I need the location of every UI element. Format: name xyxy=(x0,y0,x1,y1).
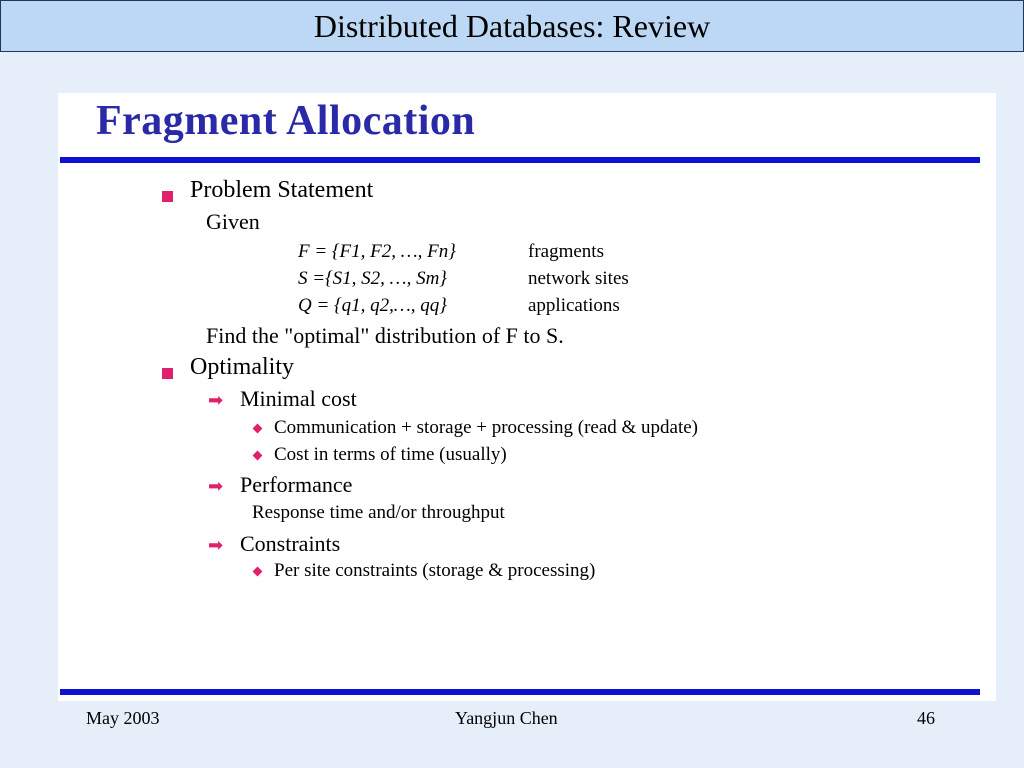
constraint-item: Per site constraints (storage & processing) xyxy=(274,560,596,581)
arrow-bullet-icon: ➡ xyxy=(208,390,224,410)
diamond-bullet-icon xyxy=(253,567,263,577)
arrow-bullet-icon: ➡ xyxy=(208,535,224,555)
slide-content xyxy=(58,93,996,701)
problem-heading: Problem Statement xyxy=(190,177,374,203)
header-bar xyxy=(0,0,1024,52)
performance-desc: Response time and/or throughput xyxy=(252,502,505,523)
optimality-heading: Optimality xyxy=(190,354,294,380)
square-bullet-icon xyxy=(162,368,173,379)
def-expr: F = {F1, F2, …, Fn} xyxy=(298,241,456,262)
diamond-bullet-icon xyxy=(253,424,263,434)
given-label: Given xyxy=(206,209,260,234)
def-desc: fragments xyxy=(528,241,604,262)
cost-item: Communication + storage + processing (read & update) xyxy=(274,417,699,438)
square-bullet-icon xyxy=(162,191,173,202)
def-expr: Q = {q1, q2,…, qq} xyxy=(298,295,447,316)
constraints-label: Constraints xyxy=(240,531,341,556)
performance-label: Performance xyxy=(240,472,353,497)
def-desc: applications xyxy=(528,295,620,316)
top-rule xyxy=(60,157,980,163)
find-statement: Find the "optimal" distribution of F to S. xyxy=(206,323,564,348)
cost-item: Cost in terms of time (usually) xyxy=(274,444,507,465)
diamond-bullet-icon xyxy=(253,451,263,461)
slide-title: Fragment Allocation xyxy=(96,98,476,144)
footer-author: Yangjun Chen xyxy=(455,708,558,728)
arrow-bullet-icon: ➡ xyxy=(208,476,224,496)
bottom-rule xyxy=(60,689,980,695)
def-desc: network sites xyxy=(528,268,629,289)
page-title: Distributed Databases: Review xyxy=(313,7,711,44)
footer-page-number: 46 xyxy=(917,708,935,728)
footer-date: May 2003 xyxy=(86,708,160,728)
minimal-cost-label: Minimal cost xyxy=(240,386,357,411)
def-expr: S ={S1, S2, …, Sm} xyxy=(298,268,447,289)
